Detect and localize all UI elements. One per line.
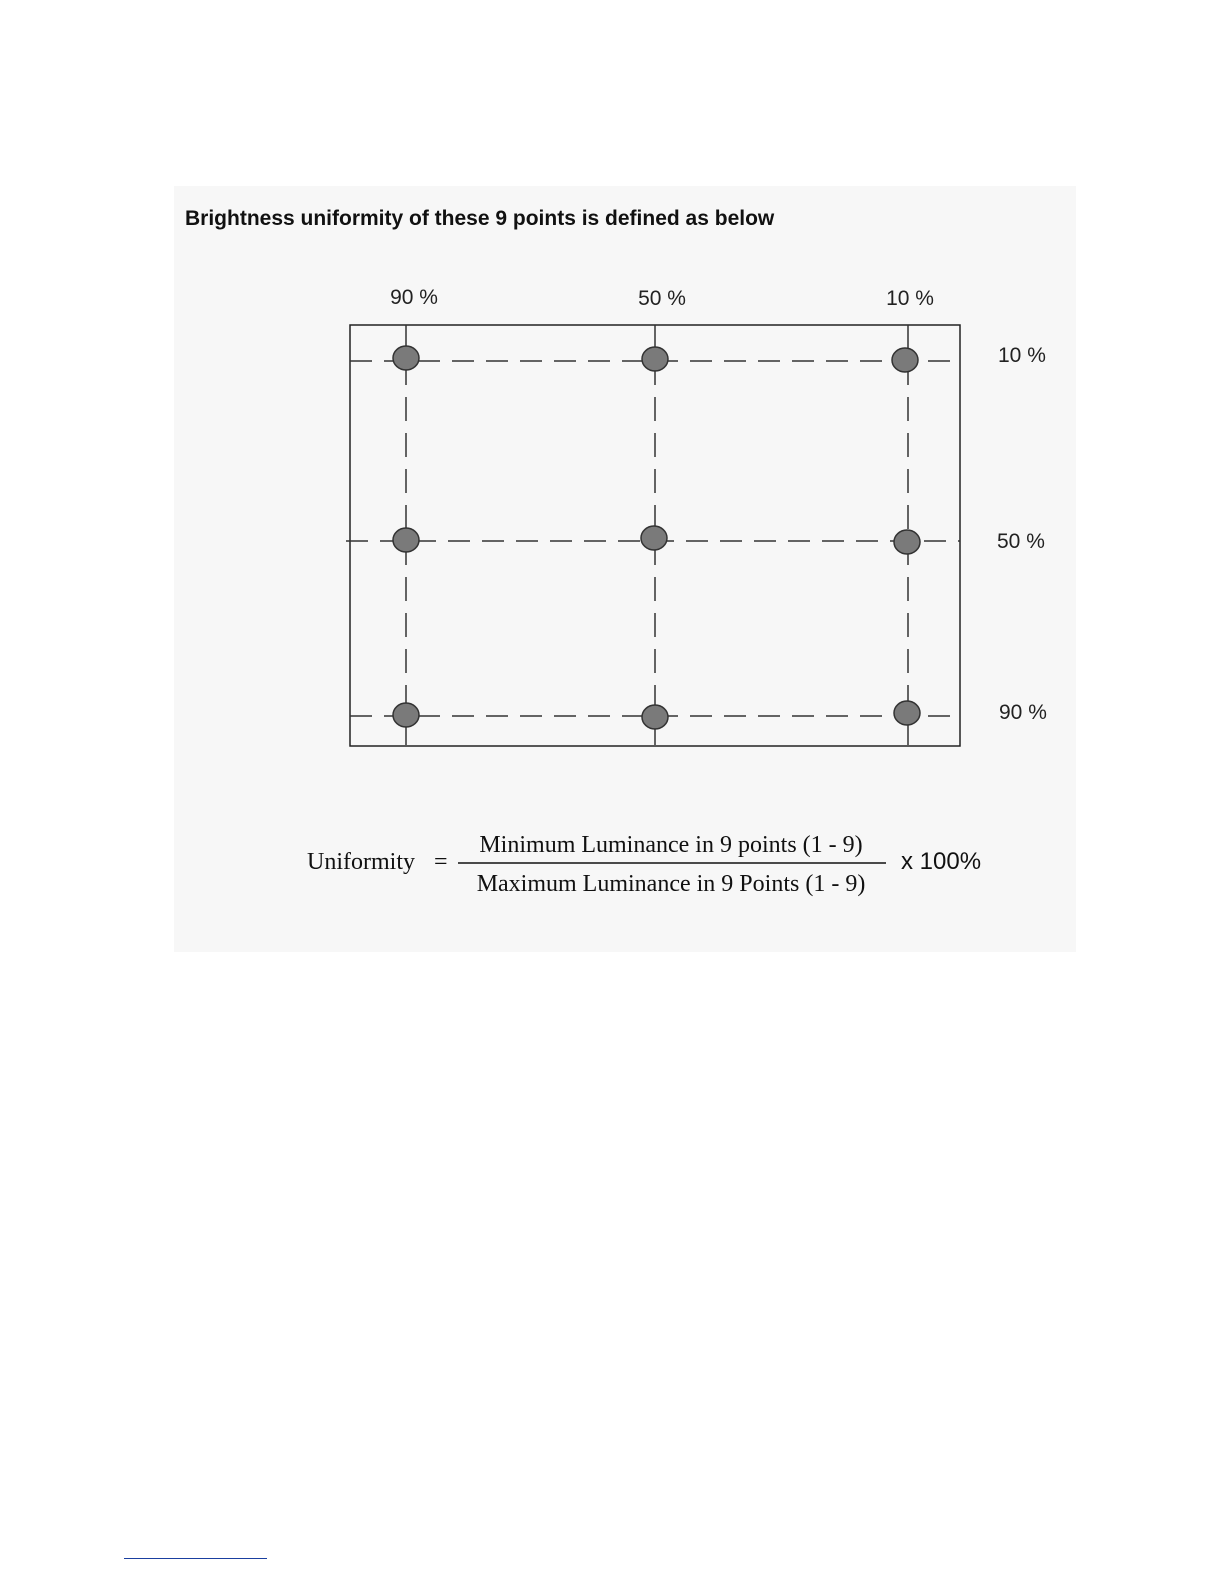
measurement-point-7 <box>393 703 419 727</box>
measurement-point-9 <box>894 701 920 725</box>
formula-denominator: Maximum Luminance in 9 Points (1 - 9) <box>476 871 866 897</box>
formula-lhs: Uniformity <box>307 849 415 875</box>
column-label-center: 50 % <box>638 287 686 310</box>
measurement-point-1 <box>393 346 419 370</box>
row-label-middle: 50 % <box>997 530 1045 553</box>
measurement-point-2 <box>642 347 668 371</box>
measurement-point-6 <box>894 530 920 554</box>
measurement-point-4 <box>393 528 419 552</box>
measurement-point-5 <box>641 526 667 550</box>
row-label-bottom: 90 % <box>999 701 1047 724</box>
row-label-top: 10 % <box>998 344 1046 367</box>
formula-multiplier: x 100% <box>901 848 982 875</box>
footnote-separator <box>124 1558 267 1559</box>
figure-heading: Brightness uniformity of these 9 points is defined as below <box>185 207 775 230</box>
column-label-right: 10 % <box>886 287 934 310</box>
formula-numerator: Minimum Luminance in 9 points (1 - 9) <box>479 832 863 858</box>
formula-equals: = <box>434 849 448 875</box>
uniformity-formula <box>307 832 981 897</box>
column-label-left: 90 % <box>390 286 438 309</box>
measurement-point-3 <box>892 348 918 372</box>
measurement-point-8 <box>642 705 668 729</box>
